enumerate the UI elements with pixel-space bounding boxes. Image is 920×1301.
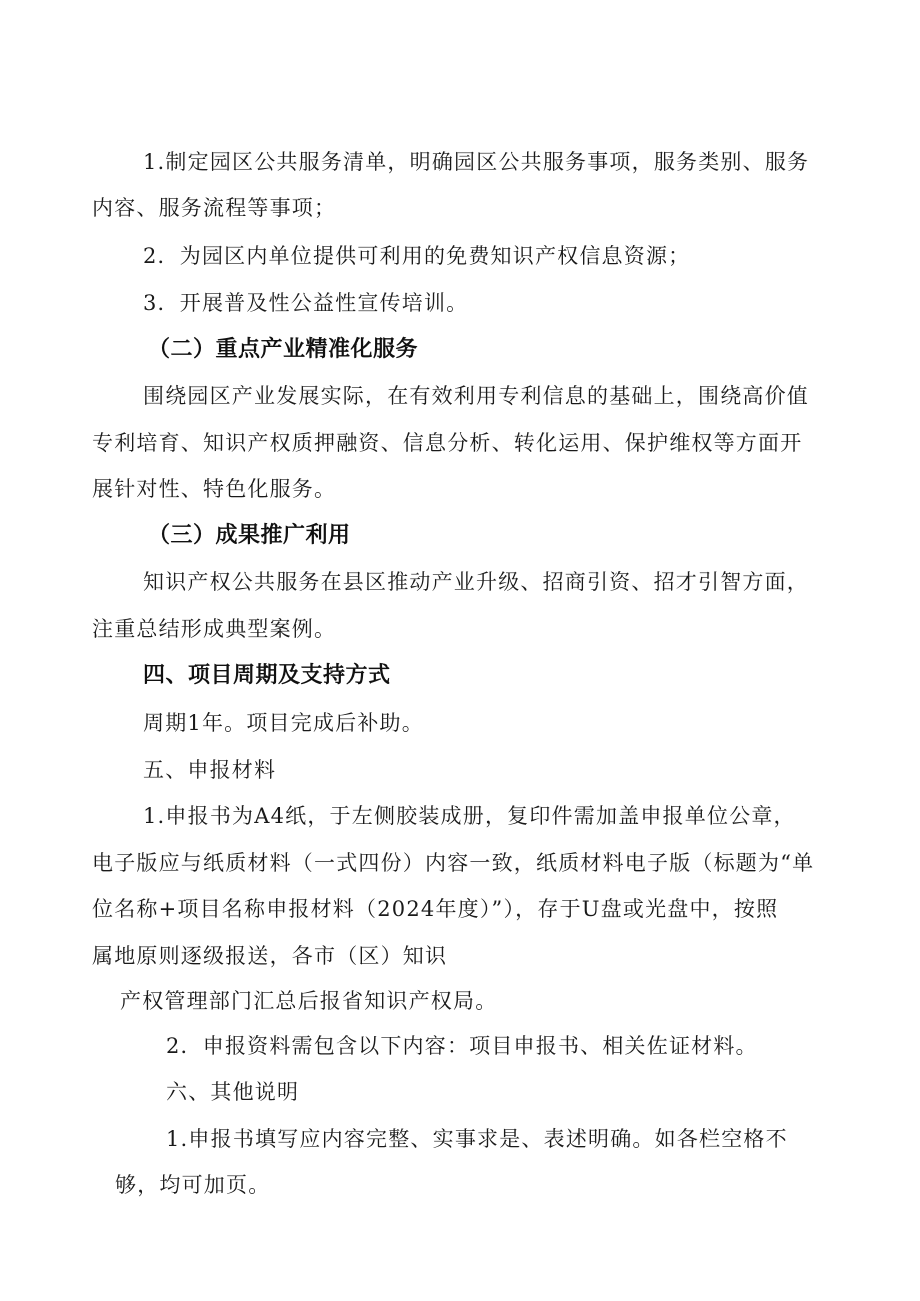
section-heading-2: （二）重点产业精准化服务: [148, 337, 419, 362]
section-heading-six: 六、其他说明: [166, 1080, 300, 1104]
para-5-line-1: 知识产权公共服务在县区推动产业升级、招商引资、招才引智方面，: [143, 570, 809, 594]
para-4-line-3: 展针对性、特色化服务。: [92, 477, 337, 501]
para-9-line-1: 1.申报书填写应内容完整、实事求是、表述明确。如各栏空格不: [166, 1127, 788, 1151]
para-8: 2．申报资料需包含以下内容：项目申报书、相关佐证材料。: [166, 1034, 758, 1058]
para-7-line-1: 1.申报书为A4纸，于左侧胶装成册，复印件需加盖申报单位公章，: [143, 804, 796, 828]
para-4-line-2: 专利培育、知识产权质押融资、信息分析、转化运用、保护维权等方面开: [92, 431, 803, 455]
section-heading-four: 四、项目周期及支持方式: [143, 663, 391, 688]
para-7-line-2: 电子版应与纸质材料（一式四份）内容一致，纸质材料电子版（标题为“单: [92, 851, 815, 875]
para-7-line-3: 位名称+项目名称申报材料（2024年度）”），存于U盘或光盘中，按照: [92, 897, 779, 921]
para-1-line-1: 1.制定园区公共服务清单，明确园区公共服务事项，服务类别、服务: [143, 150, 810, 174]
para-6: 周期1年。项目完成后补助。: [143, 711, 424, 735]
section-heading-3: （三）成果推广利用: [148, 523, 351, 548]
para-9-line-2: 够，均可加页。: [115, 1173, 271, 1197]
para-1-line-2: 内容、服务流程等事项；: [92, 196, 337, 220]
para-7-line-4: 属地原则逐级报送，各市（区）知识: [92, 944, 448, 968]
section-heading-five: 五、申报材料: [143, 758, 277, 782]
para-4-line-1: 围绕园区产业发展实际，在有效利用专利信息的基础上，围绕高价值: [143, 384, 809, 408]
para-7-line-5: 产权管理部门汇总后报省知识产权局。: [120, 989, 498, 1013]
para-2: 2．为园区内单位提供可利用的免费知识产权信息资源；: [143, 244, 691, 268]
para-3: 3．开展普及性公益性宣传培训。: [143, 291, 469, 315]
para-5-line-2: 注重总结形成典型案例。: [92, 617, 337, 641]
